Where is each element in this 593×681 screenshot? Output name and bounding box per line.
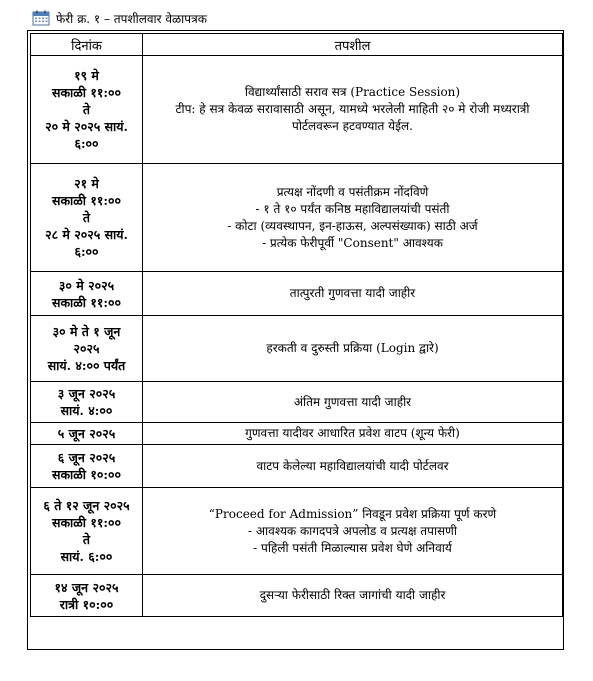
table-row bbox=[31, 423, 563, 445]
date-cell bbox=[31, 56, 143, 164]
detail-line: दुसऱ्या फेरीसाठी रिक्त जागांची यादी जाहीर bbox=[259, 588, 446, 602]
date-cell bbox=[31, 316, 143, 382]
date-line: १४ जून २०२५ bbox=[54, 579, 119, 595]
date-line: २८ मे २०२५ सायं. bbox=[45, 227, 128, 242]
date-line: ३० मे ते १ जून bbox=[52, 324, 121, 339]
detail-line: “Proceed for Admission” निवडून प्रवेश प्रक्रिया पूर्ण करणे bbox=[208, 506, 497, 521]
table-row bbox=[31, 488, 563, 575]
schedule-table bbox=[30, 33, 563, 617]
details-cell bbox=[143, 316, 563, 382]
date-line: सायं. ६:०० bbox=[60, 549, 113, 564]
title-text: फेरी क्र. १ – तपशीलवार वेळापत्रक bbox=[56, 11, 207, 26]
column-header-details: तपशील bbox=[143, 34, 563, 56]
detail-line: - कोटा (व्यवस्थापन, इन-हाऊस, अल्पसंख्याक) साठी अर्ज bbox=[227, 218, 478, 233]
date-line: सायं. ४:०० bbox=[60, 403, 113, 418]
date-line: २० मे २०२५ सायं. bbox=[45, 119, 128, 134]
date-line: १९ मे bbox=[74, 68, 99, 83]
details-cell bbox=[143, 56, 563, 164]
date-cell bbox=[31, 164, 143, 272]
date-line: २०२५ bbox=[73, 341, 100, 356]
date-line: ३० मे २०२५ bbox=[58, 277, 115, 293]
date-line: ६ जून २०२५ bbox=[57, 450, 116, 465]
detail-line: - आवश्यक कागदपत्रे अपलोड व प्रत्यक्ष तपासणी bbox=[248, 523, 457, 538]
date-cell bbox=[31, 423, 143, 445]
detail-line: विद्यार्थ्यांसाठी सराव सत्र (Practice Session) bbox=[244, 85, 461, 99]
detail-line: - पहिली पसंती मिळाल्यास प्रवेश घेणे अनिवार्य bbox=[253, 540, 452, 555]
date-line: ६:०० bbox=[74, 136, 99, 151]
date-line: सकाळी ११:०० bbox=[52, 85, 121, 100]
date-line: ६:०० bbox=[74, 244, 99, 259]
details-cell bbox=[143, 445, 563, 488]
date-line: सायं. ४:०० पर्यंत bbox=[47, 358, 126, 373]
date-line: सकाळी १०:०० bbox=[52, 467, 121, 482]
date-line: सकाळी ११:०० bbox=[52, 294, 121, 310]
details-cell bbox=[143, 575, 563, 617]
details-cell bbox=[143, 164, 563, 272]
table-body bbox=[31, 56, 563, 617]
detail-line: - १ ते १० पर्यंत कनिष्ठ महाविद्यालयांची पसंती bbox=[255, 201, 450, 216]
date-line: ३ जून २०२५ bbox=[57, 386, 116, 401]
detail-line: तात्पुरती गुणवत्ता यादी जाहीर bbox=[289, 286, 416, 300]
date-line: ५ जून २०२५ bbox=[57, 426, 116, 441]
details-cell bbox=[143, 488, 563, 575]
table-row bbox=[31, 382, 563, 423]
date-cell bbox=[31, 575, 143, 617]
table-row bbox=[31, 445, 563, 488]
table-row bbox=[31, 56, 563, 164]
detail-line: गुणवत्ता यादीवर आधारित प्रवेश वाटप (शून्य फेरी) bbox=[245, 426, 460, 440]
calendar-icon bbox=[32, 10, 50, 26]
table-row bbox=[31, 316, 563, 382]
date-cell bbox=[31, 382, 143, 423]
detail-line: प्रत्यक्ष नोंदणी व पसंतीक्रम नोंदविणे bbox=[276, 184, 429, 199]
date-cell bbox=[31, 272, 143, 316]
detail-line: अंतिम गुणवत्ता यादी जाहीर bbox=[293, 394, 412, 409]
details-cell bbox=[143, 272, 563, 316]
table-row bbox=[31, 575, 563, 617]
date-cell bbox=[31, 488, 143, 575]
table-row bbox=[31, 272, 563, 316]
date-line: ते bbox=[82, 532, 91, 547]
document-title bbox=[32, 8, 207, 28]
detail-line: हरकती व दुरुस्ती प्रक्रिया (Login द्वारे) bbox=[266, 341, 439, 355]
table-row bbox=[31, 164, 563, 272]
detail-line: टीप: हे सत्र केवळ सरावासाठी असून, यामध्ये भरलेली माहिती २० मे रोजी मध्यरात्री bbox=[175, 102, 530, 116]
details-cell bbox=[143, 382, 563, 423]
date-line: सकाळी ११:०० bbox=[52, 193, 121, 208]
date-cell bbox=[31, 445, 143, 488]
date-line: रात्री १०:०० bbox=[59, 596, 114, 612]
column-header-date: दिनांक bbox=[31, 34, 143, 56]
date-line: ते bbox=[82, 210, 91, 225]
date-line: ते bbox=[82, 102, 91, 117]
detail-line: - प्रत्येक फेरीपूर्वी "Consent" आवश्यक bbox=[262, 235, 443, 250]
detail-line: पोर्टलवरून हटवण्यात येईल. bbox=[292, 119, 413, 133]
details-cell bbox=[143, 423, 563, 445]
date-line: २१ मे bbox=[74, 176, 99, 191]
table-header-row bbox=[31, 34, 563, 56]
date-line: ६ ते १२ जून २०२५ bbox=[43, 498, 130, 513]
date-line: सकाळी ११:०० bbox=[52, 515, 121, 530]
detail-line: वाटप केलेल्या महाविद्यालयांची यादी पोर्टलवर bbox=[256, 458, 449, 473]
